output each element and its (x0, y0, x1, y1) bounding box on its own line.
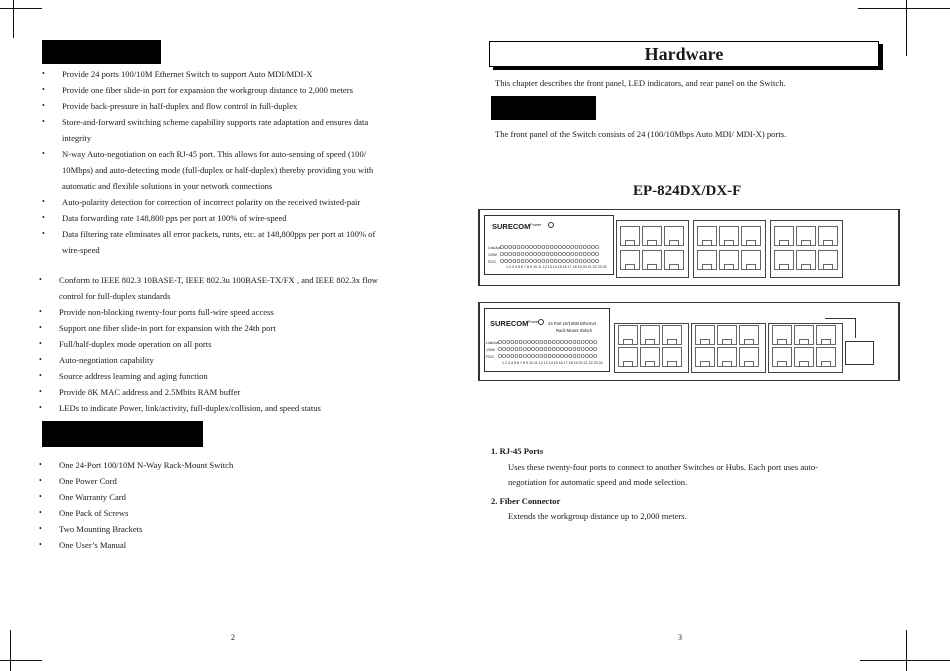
feature-item: • Data forwarding rate 148,800 pps per port at 100% of wire-speed (42, 210, 472, 226)
rj45-port (796, 226, 816, 246)
rj45-port (618, 325, 638, 345)
brand-logo: SURECOM (490, 319, 529, 328)
rj45-port (818, 226, 838, 246)
spec-item: • Conform to IEEE 802.3 10BASE-T, IEEE 802.3u 100BASE-TX/FX , and IEEE 802.3x flow (39, 272, 469, 288)
brand-logo: SURECOM (492, 222, 531, 231)
item-heading: 1. RJ-45 Ports (491, 446, 544, 456)
feature-item: • Provide one fiber slide-in port for expansion the workgroup distance to 2,000 meters (42, 82, 472, 98)
rj45-port (717, 347, 737, 367)
crop-mark (906, 0, 907, 56)
led-row-label: Link/Act (488, 246, 501, 250)
spec-item: • Provide 8K MAC address and 2.5Mbits RAM buffer (39, 384, 469, 400)
feature-item: • Store-and-forward switching scheme capability supports rate adaptation and ensures data (42, 114, 472, 130)
page-number-right: 3 (678, 633, 682, 642)
power-label: Power (528, 319, 540, 324)
led-row-label: 100M (486, 348, 495, 352)
power-label: Power (530, 222, 542, 227)
feature-item: • Auto-polarity detection for correction of incorrect polarity on the received twisted-pair (42, 194, 472, 210)
led-row-label: Link/Act (486, 341, 499, 345)
model-desc-1: 24 Port 10/100M Ethernet (548, 321, 596, 326)
package-list (39, 457, 469, 553)
fiber-callout-line (825, 318, 855, 319)
led-row: OOOOOOOOOOOOOOOOOOOOOOOO (500, 245, 600, 251)
led-row: OOOOOOOOOOOOOOOOOOOOOOOO (498, 347, 598, 353)
rj45-port (618, 347, 638, 367)
rj45-port (719, 226, 739, 246)
rj45-port (642, 226, 662, 246)
package-item: • One Power Cord (39, 473, 469, 489)
rj45-port (662, 325, 682, 345)
page-title: Hardware (489, 41, 879, 67)
rj45-port (620, 250, 640, 270)
features-list (42, 66, 472, 258)
feature-item: • Provide 24 ports 100/10M Ethernet Switch to support Auto MDI/MDI-X (42, 66, 472, 82)
rj45-port (642, 250, 662, 270)
rj45-port (620, 226, 640, 246)
rj45-port (772, 347, 792, 367)
rj45-port (774, 250, 794, 270)
led-row-label: 100M (488, 253, 497, 257)
feature-item-continued: wire-speed (62, 245, 100, 255)
crop-mark (0, 8, 42, 9)
rj45-port (695, 347, 715, 367)
spec-item: • Auto-negotiation capability (39, 352, 469, 368)
feature-item: • Data filtering rate eliminates all error packets, runts, etc. at 148,800pps per port at 100% of (42, 226, 472, 242)
spec-item: • Source address learning and aging function (39, 368, 469, 384)
fiber-callout-line (855, 318, 856, 338)
package-heading-bar (42, 421, 203, 447)
item-heading: 2. Fiber Connector (491, 495, 561, 506)
crop-mark (13, 0, 14, 38)
package-item: • One 24-Port 100/10M N-Way Rack-Mount Switch (39, 457, 469, 473)
rj45-port (772, 325, 792, 345)
front-panel-heading-bar (491, 96, 596, 120)
page-number-left: 2 (231, 633, 235, 642)
rj45-port (697, 226, 717, 246)
rj45-port (664, 250, 684, 270)
item-text: Extends the workgroup distance up to 2,000 meters. (508, 511, 687, 521)
crop-mark (10, 630, 11, 671)
hardware-items (491, 444, 911, 528)
rj45-port (640, 347, 660, 367)
spec-item: • LEDs to indicate Power, link/activity, full-duplex/collision, and speed status (39, 400, 469, 416)
rj45-port (695, 325, 715, 345)
port-numbers: 1 2 3 4 5 6 7 8 9 10 11 12 13 14 15 16 17 18 19 20 21 22 23 24 (502, 361, 603, 365)
feature-item-continued: integrity (62, 133, 92, 143)
package-item: • Two Mounting Brackets (39, 521, 469, 537)
model-desc-2: Rack-Mount Switch (556, 328, 593, 333)
rj45-port (794, 347, 814, 367)
led-row: OOOOOOOOOOOOOOOOOOOOOOOO (500, 259, 600, 265)
item-text: Uses these twenty-four ports to connect to another Switches or Hubs. Each port uses auto- (508, 461, 819, 472)
front-panel-diagram-2 (478, 302, 900, 381)
rj45-port (739, 347, 759, 367)
power-led (548, 222, 554, 228)
front-panel-diagram-1 (478, 209, 900, 286)
rj45-port (794, 325, 814, 345)
crop-mark (0, 660, 42, 661)
package-item: • One User’s Manual (39, 537, 469, 553)
rj45-port (640, 325, 660, 345)
power-led (538, 319, 544, 325)
rj45-port (739, 325, 759, 345)
spec-item-continued: control for full-duplex standards (59, 291, 171, 301)
led-row: OOOOOOOOOOOOOOOOOOOOOOOO (500, 252, 600, 258)
rj45-port (818, 250, 838, 270)
port-numbers: 1 2 3 4 5 6 7 8 9 10 11 12 13 14 15 16 17 18 19 20 21 22 23 24 (506, 265, 607, 269)
rj45-port (816, 325, 836, 345)
package-item: • One Pack of Screws (39, 505, 469, 521)
rj45-port (741, 226, 761, 246)
rj45-port (719, 250, 739, 270)
rj45-port (774, 226, 794, 246)
front-panel-text: The front panel of the Switch consists of 24 (100/10Mbps Auto MDI/ MDI-X) ports. (495, 129, 787, 139)
features-heading-bar (42, 40, 161, 64)
rj45-port (816, 347, 836, 367)
rj45-port (662, 347, 682, 367)
crop-mark (860, 660, 950, 661)
spec-item: • Provide non-blocking twenty-four ports full-wire speed access (39, 304, 469, 320)
crop-mark (906, 630, 907, 671)
fiber-slot (845, 341, 874, 365)
feature-item: • N-way Auto-negotiation on each RJ-45 port. This allows for auto-sensing of speed (100/ (42, 146, 472, 162)
rj45-port (697, 250, 717, 270)
item-text: negotiation for automatic speed and mode selection. (508, 477, 688, 487)
intro-text: This chapter describes the front panel, LED indicators, and rear panel on the Switch. (495, 78, 786, 88)
rj45-port (796, 250, 816, 270)
led-row-label: FD/C (486, 355, 495, 359)
rj45-port (664, 226, 684, 246)
crop-mark (858, 8, 950, 9)
led-row-label: FD/C (488, 260, 497, 264)
rj45-port (741, 250, 761, 270)
feature-item: • Provide back-pressure in half-duplex and flow control in full-duplex (42, 98, 472, 114)
feature-item-continued: 10Mbps) and auto-detecting mode (full-duplex or half-duplex) thereby providing you with (62, 165, 374, 175)
package-item: • One Warranty Card (39, 489, 469, 505)
led-row: OOOOOOOOOOOOOOOOOOOOOOOO (498, 340, 598, 346)
spec-list (39, 272, 469, 416)
led-row: OOOOOOOOOOOOOOOOOOOOOOOO (498, 354, 598, 360)
spec-item: • Support one fiber slide-in port for expansion with the 24th port (39, 320, 469, 336)
rj45-port (717, 325, 737, 345)
spec-item: • Full/half-duplex mode operation on all ports (39, 336, 469, 352)
model-heading: EP-824DX/DX-F (633, 183, 742, 199)
feature-item-continued: automatic and flexible solutions in your network connections (62, 181, 273, 191)
